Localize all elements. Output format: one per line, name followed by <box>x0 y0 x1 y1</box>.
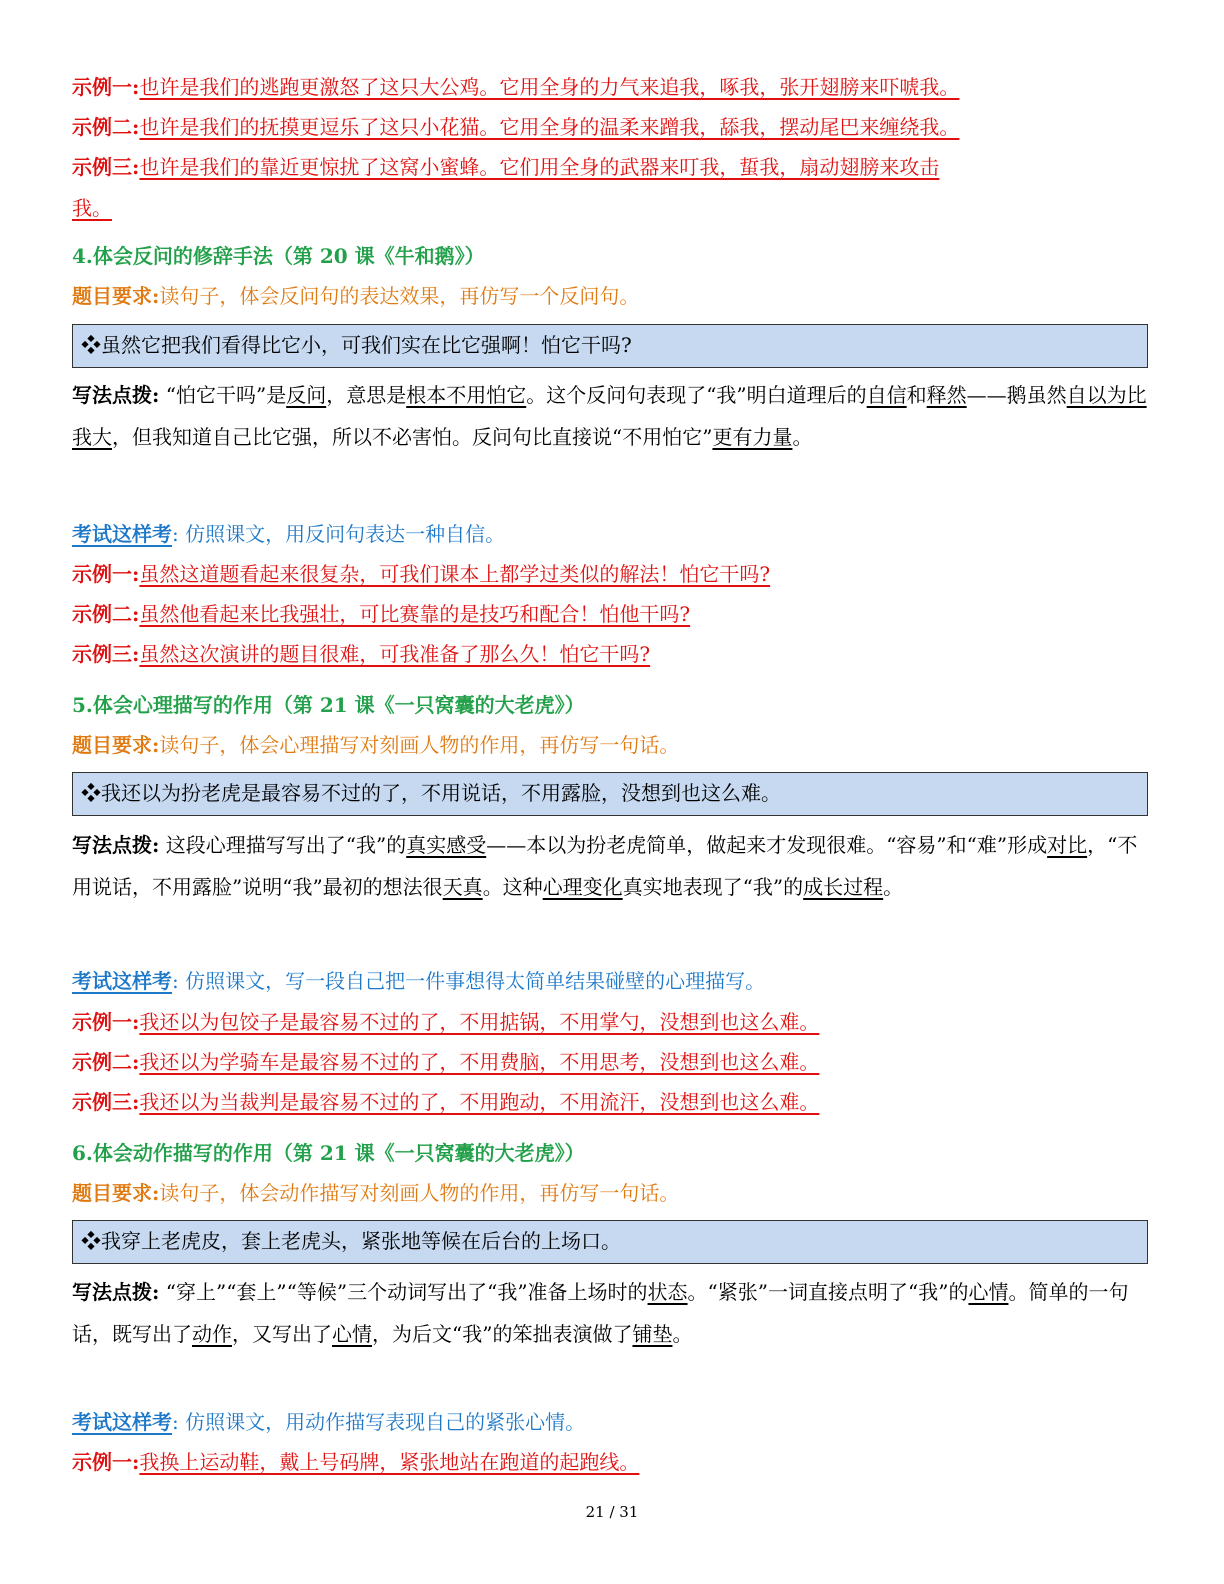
top-example-3-continued <box>72 193 112 223</box>
exam-label: 考试这样考 <box>72 1410 172 1434</box>
example-item <box>72 639 650 669</box>
requirement-label: 题目要求: <box>72 733 160 757</box>
example-label: 示例三: <box>72 155 140 179</box>
tips-keyword: 真实感受 <box>406 833 487 857</box>
section-heading: 4.体会反问的修辞手法（第 20 课《牛和鹅》） <box>72 244 485 268</box>
example-text: 也许是我们的靠近更惊扰了这窝小蜜蜂。它们用全身的武器来叮我，蜇我，扇动翅膀来攻击 <box>139 155 940 179</box>
example-text: 我还以为包饺子是最容易不过的了，不用掂锅，不用掌勺，没想到也这么难。 <box>139 1010 820 1034</box>
page-number: 21 / 31 <box>585 1503 639 1521</box>
tips-keyword: 释然 <box>926 383 967 407</box>
sentence-box: ❖我穿上老虎皮，套上老虎头，紧张地等候在后台的上场口。 <box>72 1220 1148 1264</box>
top-example-2 <box>72 112 959 142</box>
tips-keyword: 反问 <box>286 383 327 407</box>
exam-label: 考试这样考 <box>72 522 172 546</box>
example-text: 我还以为当裁判是最容易不过的了，不用跑动，不用流汗，没想到也这么难。 <box>139 1090 820 1114</box>
example-item <box>72 599 690 629</box>
tips-text: ，为后文“我”的笨拙表演做了 <box>372 1322 633 1346</box>
requirement-label: 题目要求: <box>72 284 160 308</box>
example-item <box>72 559 770 589</box>
tips-text: 。 <box>792 425 813 449</box>
example-text: 虽然这次演讲的题目很难，可我准备了那么久！怕它干吗? <box>139 642 651 666</box>
tips-keyword: 心情 <box>332 1322 372 1346</box>
section-heading: 5.体会心理描写的作用（第 21 课《一只窝囊的大老虎》） <box>72 693 585 717</box>
tips-text: ，但我知道自己比它强，所以不必害怕。反问句比直接说“不用怕它” <box>112 425 713 449</box>
tips-text: ，“不用说话，不用露脸”说明“我”最初的想法很 <box>72 833 1138 899</box>
requirement-text: 读句子，体会心理描写对刻画人物的作用，再仿写一句话。 <box>159 733 680 757</box>
tips-text: 。这种 <box>482 875 543 899</box>
tips-keyword: 更有力量 <box>712 425 793 449</box>
exam-prompt <box>72 1407 585 1437</box>
tips-keyword: 心情 <box>968 1280 1009 1304</box>
tips-text: 。 <box>672 1322 693 1346</box>
tips-keyword: 成长过程 <box>803 875 884 899</box>
tips-label: 写法点拨: <box>72 383 160 407</box>
requirement <box>72 730 679 760</box>
top-example-3 <box>72 152 939 182</box>
requirement-text: 读句子，体会反问句的表达效果，再仿写一个反问句。 <box>159 284 640 308</box>
requirement <box>72 281 639 311</box>
example-text: 虽然这道题看起来很复杂，可我们课本上都学过类似的解法！怕它干吗? <box>139 562 771 586</box>
example-label: 示例一: <box>72 562 140 586</box>
tips-paragraph <box>72 374 1150 458</box>
example-label: 示例二: <box>72 115 140 139</box>
tips-keyword: 根本不用怕它 <box>406 383 527 407</box>
tips-text: 真实地表现了“我”的 <box>622 875 804 899</box>
example-label: 示例一: <box>72 1010 140 1034</box>
tips-text: 。简单的一句话，既写出了 <box>72 1280 1129 1346</box>
exam-prompt <box>72 966 765 996</box>
example-label: 示例一: <box>72 1450 140 1474</box>
tips-text: “怕它干吗”是 <box>165 383 287 407</box>
tips-text: 。 <box>883 875 904 899</box>
tips-label: 写法点拨: <box>72 833 160 857</box>
tips-keyword: 对比 <box>1047 833 1088 857</box>
example-item <box>72 1447 639 1477</box>
sentence-box: ❖我还以为扮老虎是最容易不过的了，不用说话，不用露脸，没想到也这么难。 <box>72 772 1148 816</box>
tips-text: “穿上”“套上”“等候”三个动词写出了“我”准备上场时的 <box>165 1280 648 1304</box>
example-label: 示例三: <box>72 1090 140 1114</box>
tips-keyword: 自信 <box>866 383 907 407</box>
tips-keyword: 状态 <box>647 1280 688 1304</box>
exam-prompt <box>72 519 505 549</box>
tips-text: ，又写出了 <box>232 1322 332 1346</box>
exam-label: 考试这样考 <box>72 969 172 993</box>
tips-text: 这段心理描写写出了“我”的 <box>165 833 407 857</box>
tips-text: ——鹅虽然 <box>966 383 1067 407</box>
tips-paragraph <box>72 824 1150 908</box>
tips-text: 。这个反问句表现了“我”明白道理后的 <box>526 383 867 407</box>
example-text: 我还以为学骑车是最容易不过的了，不用费脑，不用思考，没想到也这么难。 <box>139 1050 820 1074</box>
example-item <box>72 1047 819 1077</box>
example-label: 示例二: <box>72 1050 140 1074</box>
tips-label: 写法点拨: <box>72 1280 160 1304</box>
tips-keyword: 心理变化 <box>542 875 623 899</box>
top-example-1 <box>72 72 959 102</box>
tips-keyword: 动作 <box>192 1322 232 1346</box>
tips-keyword: 铺垫 <box>632 1322 673 1346</box>
requirement <box>72 1178 679 1208</box>
example-text: 我。 <box>72 196 112 220</box>
exam-text: : 仿照课文，用反问句表达一种自信。 <box>172 522 506 546</box>
sentence-box: ❖虽然它把我们看得比它小，可我们实在比它强啊！怕它干吗? <box>72 324 1148 368</box>
section-heading: 6.体会动作描写的作用（第 21 课《一只窝囊的大老虎》） <box>72 1141 585 1165</box>
exam-text: : 仿照课文，写一段自己把一件事想得太简单结果碰壁的心理描写。 <box>172 969 766 993</box>
requirement-text: 读句子，体会动作描写对刻画人物的作用，再仿写一句话。 <box>159 1181 680 1205</box>
example-text: 也许是我们的逃跑更激怒了这只大公鸡。它用全身的力气来追我，啄我，张开翅膀来吓唬我。 <box>139 75 960 99</box>
example-item <box>72 1007 819 1037</box>
tips-text: ，意思是 <box>326 383 407 407</box>
example-label: 示例三: <box>72 642 140 666</box>
example-text: 我换上运动鞋，戴上号码牌，紧张地站在跑道的起跑线。 <box>139 1450 640 1474</box>
tips-text: ——本以为扮老虎简单，做起来才发现很难。“容易”和“难”形成 <box>486 833 1048 857</box>
example-item <box>72 1087 819 1117</box>
example-text: 虽然他看起来比我强壮，可比赛靠的是技巧和配合！怕他干吗? <box>139 602 691 626</box>
exam-text: : 仿照课文，用动作描写表现自己的紧张心情。 <box>172 1410 586 1434</box>
example-label: 示例一: <box>72 75 140 99</box>
example-text: 也许是我们的抚摸更逗乐了这只小花猫。它用全身的温柔来蹭我，舔我，摆动尾巴来缠绕我。 <box>139 115 960 139</box>
tips-text: 和 <box>906 383 927 407</box>
tips-paragraph <box>72 1271 1150 1355</box>
tips-keyword: 天真 <box>442 875 483 899</box>
example-label: 示例二: <box>72 602 140 626</box>
requirement-label: 题目要求: <box>72 1181 160 1205</box>
tips-keyword: 自以为比我大 <box>72 383 1147 449</box>
tips-text: 。“紧张”一词直接点明了“我”的 <box>687 1280 969 1304</box>
